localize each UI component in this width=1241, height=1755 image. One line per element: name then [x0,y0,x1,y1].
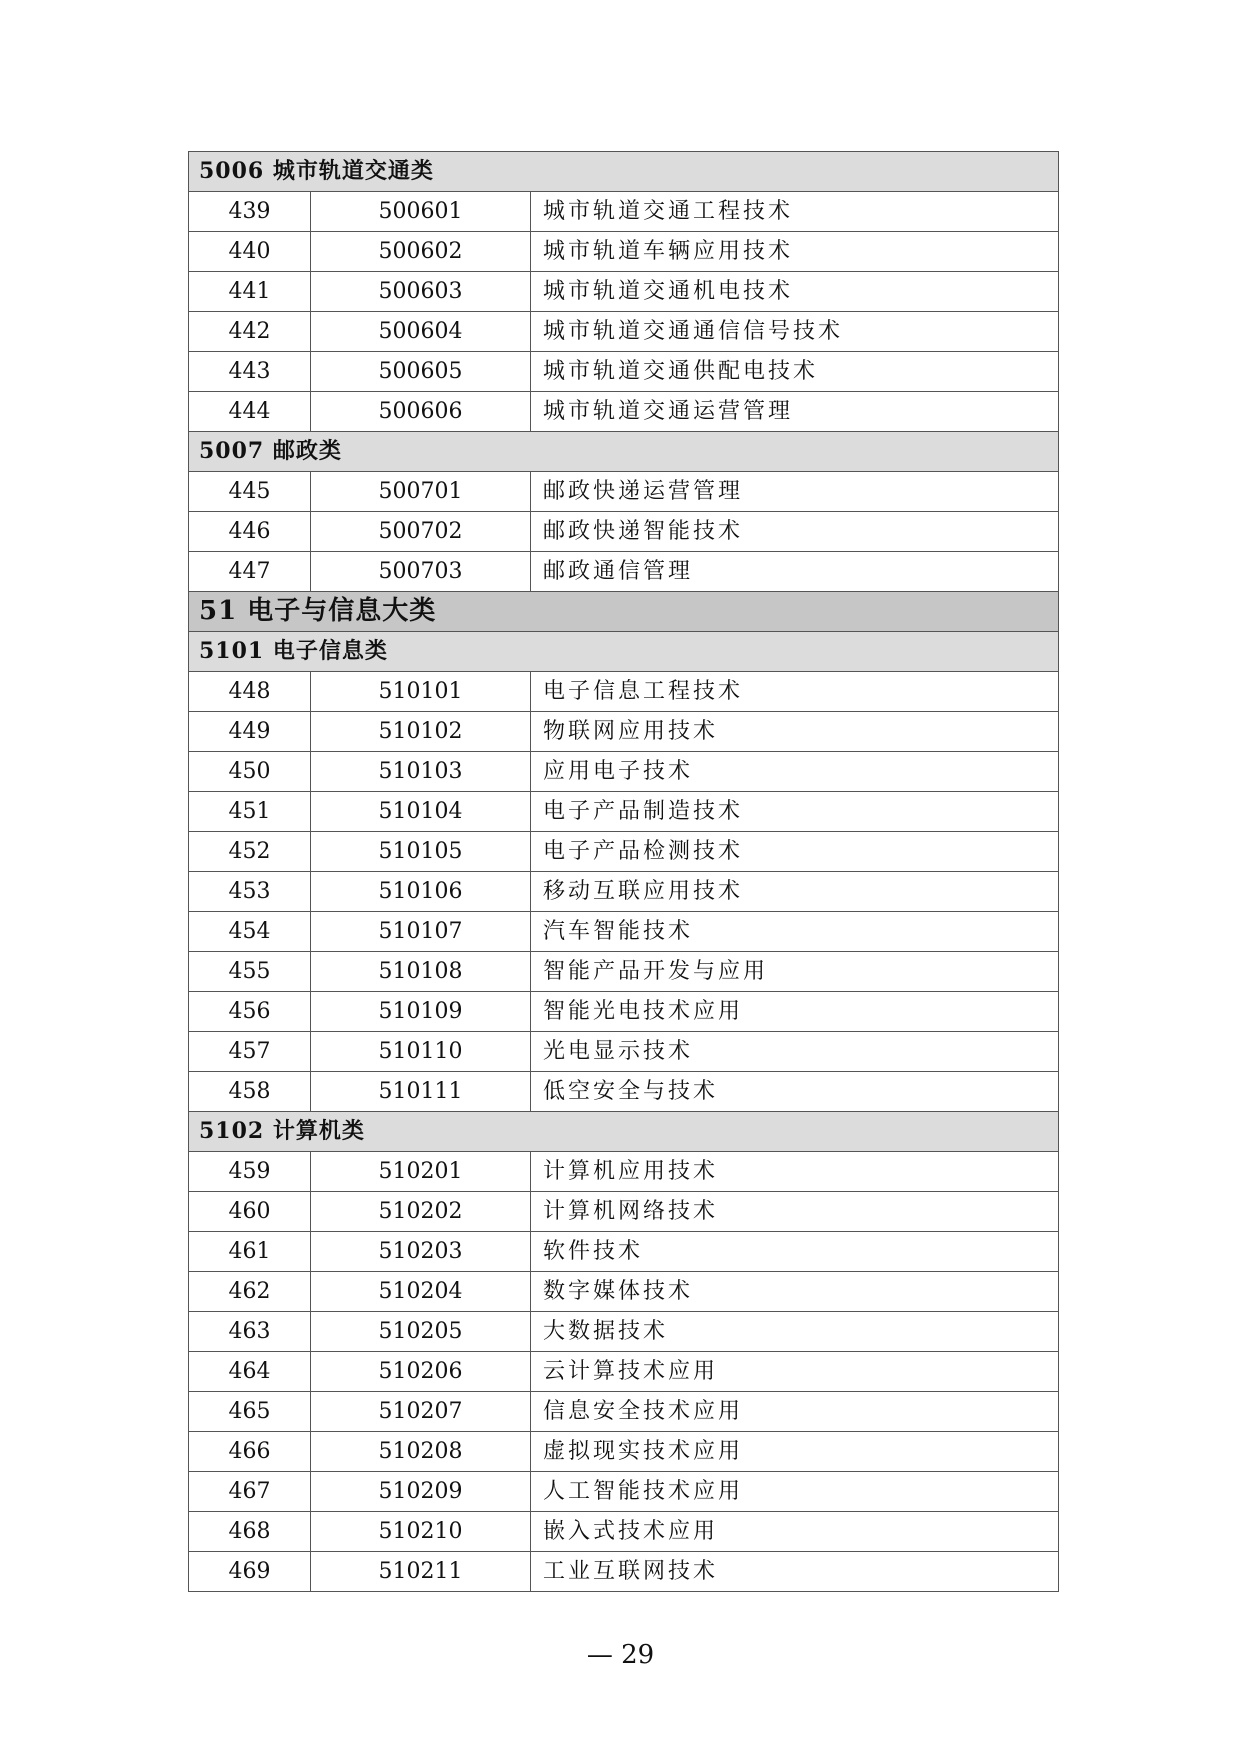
category-label: 5007 邮政类 [189,432,1059,472]
table-row [189,1032,1059,1072]
table-row [189,472,1059,512]
major-name-cell: 云计算技术应用 [531,1352,1059,1392]
major-code-cell: 510109 [311,992,531,1032]
table-row [189,352,1059,392]
serial-number-cell: 461 [189,1232,311,1272]
table-row [189,872,1059,912]
table-row [189,1152,1059,1192]
major-name-cell: 邮政快递运营管理 [531,472,1059,512]
category-row [189,632,1059,672]
category-label: 51 电子与信息大类 [189,592,1059,632]
major-name-cell: 城市轨道交通供配电技术 [531,352,1059,392]
major-table-body [189,152,1059,1592]
serial-number-cell: 446 [189,512,311,552]
serial-number-cell: 458 [189,1072,311,1112]
table-row [189,552,1059,592]
major-name-cell: 大数据技术 [531,1312,1059,1352]
category-label: 5102 计算机类 [189,1112,1059,1152]
serial-number-cell: 466 [189,1432,311,1472]
major-code-cell: 510208 [311,1432,531,1472]
major-code-cell: 500606 [311,392,531,432]
table-row [189,1072,1059,1112]
table-row [189,512,1059,552]
major-code-cell: 510104 [311,792,531,832]
major-name-cell: 人工智能技术应用 [531,1472,1059,1512]
major-name-cell: 数字媒体技术 [531,1272,1059,1312]
serial-number-cell: 456 [189,992,311,1032]
table-row [189,1432,1059,1472]
major-code-cell: 510111 [311,1072,531,1112]
table-row [189,1232,1059,1272]
major-name-cell: 电子产品检测技术 [531,832,1059,872]
major-code-cell: 500602 [311,232,531,272]
major-name-cell: 计算机应用技术 [531,1152,1059,1192]
major-name-cell: 嵌入式技术应用 [531,1512,1059,1552]
serial-number-cell: 441 [189,272,311,312]
major-code-cell: 510203 [311,1232,531,1272]
major-code-cell: 510211 [311,1552,531,1592]
major-code-cell: 500603 [311,272,531,312]
serial-number-cell: 469 [189,1552,311,1592]
major-name-cell: 邮政通信管理 [531,552,1059,592]
serial-number-cell: 447 [189,552,311,592]
major-code-cell: 510102 [311,712,531,752]
serial-number-cell: 459 [189,1152,311,1192]
major-code-cell: 500702 [311,512,531,552]
page-number: — 29 [586,1640,655,1670]
table-row [189,952,1059,992]
serial-number-cell: 455 [189,952,311,992]
category-row [189,432,1059,472]
major-table [188,151,1059,1592]
category-row [189,1112,1059,1152]
serial-number-cell: 452 [189,832,311,872]
major-name-cell: 计算机网络技术 [531,1192,1059,1232]
major-name-cell: 光电显示技术 [531,1032,1059,1072]
major-code-cell: 510101 [311,672,531,712]
major-name-cell: 智能产品开发与应用 [531,952,1059,992]
major-code-cell: 510106 [311,872,531,912]
major-code-cell: 510209 [311,1472,531,1512]
major-name-cell: 工业互联网技术 [531,1552,1059,1592]
major-name-cell: 虚拟现实技术应用 [531,1432,1059,1472]
table-row [189,712,1059,752]
major-code-cell: 500701 [311,472,531,512]
major-name-cell: 汽车智能技术 [531,912,1059,952]
table-row [189,1312,1059,1352]
major-code-cell: 510103 [311,752,531,792]
major-name-cell: 移动互联应用技术 [531,872,1059,912]
serial-number-cell: 442 [189,312,311,352]
major-code-cell: 500601 [311,192,531,232]
major-code-cell: 510206 [311,1352,531,1392]
table-row [189,992,1059,1032]
major-code-cell: 500703 [311,552,531,592]
major-name-cell: 电子产品制造技术 [531,792,1059,832]
major-name-cell: 软件技术 [531,1232,1059,1272]
table-row [189,1272,1059,1312]
serial-number-cell: 460 [189,1192,311,1232]
major-name-cell: 城市轨道交通运营管理 [531,392,1059,432]
major-name-cell: 智能光电技术应用 [531,992,1059,1032]
major-category-row [189,592,1059,632]
table-row [189,232,1059,272]
table-row [189,832,1059,872]
table-row [189,272,1059,312]
serial-number-cell: 449 [189,712,311,752]
major-name-cell: 邮政快递智能技术 [531,512,1059,552]
major-code-cell: 510205 [311,1312,531,1352]
major-code-cell: 510204 [311,1272,531,1312]
major-name-cell: 信息安全技术应用 [531,1392,1059,1432]
serial-number-cell: 451 [189,792,311,832]
table-row [189,1192,1059,1232]
table-row [189,792,1059,832]
category-label: 5006 城市轨道交通类 [189,152,1059,192]
serial-number-cell: 465 [189,1392,311,1432]
table-row [189,312,1059,352]
major-code-cell: 510210 [311,1512,531,1552]
table-row [189,1512,1059,1552]
table-row [189,1552,1059,1592]
serial-number-cell: 443 [189,352,311,392]
category-label: 5101 电子信息类 [189,632,1059,672]
major-name-cell: 应用电子技术 [531,752,1059,792]
table-row [189,752,1059,792]
table-row [189,1472,1059,1512]
table-row [189,912,1059,952]
major-code-cell: 510202 [311,1192,531,1232]
serial-number-cell: 439 [189,192,311,232]
major-code-cell: 500604 [311,312,531,352]
category-row [189,152,1059,192]
serial-number-cell: 462 [189,1272,311,1312]
major-code-cell: 510201 [311,1152,531,1192]
serial-number-cell: 457 [189,1032,311,1072]
serial-number-cell: 463 [189,1312,311,1352]
serial-number-cell: 445 [189,472,311,512]
major-name-cell: 城市轨道车辆应用技术 [531,232,1059,272]
serial-number-cell: 468 [189,1512,311,1552]
major-code-cell: 510105 [311,832,531,872]
major-code-cell: 500605 [311,352,531,392]
major-code-cell: 510108 [311,952,531,992]
major-code-cell: 510107 [311,912,531,952]
serial-number-cell: 453 [189,872,311,912]
serial-number-cell: 448 [189,672,311,712]
table-row [189,192,1059,232]
serial-number-cell: 440 [189,232,311,272]
major-name-cell: 城市轨道交通机电技术 [531,272,1059,312]
serial-number-cell: 454 [189,912,311,952]
table-row [189,1392,1059,1432]
table-row [189,1352,1059,1392]
major-table-container [188,151,1058,1592]
serial-number-cell: 444 [189,392,311,432]
serial-number-cell: 464 [189,1352,311,1392]
major-name-cell: 电子信息工程技术 [531,672,1059,712]
serial-number-cell: 467 [189,1472,311,1512]
major-name-cell: 城市轨道交通通信信号技术 [531,312,1059,352]
serial-number-cell: 450 [189,752,311,792]
table-row [189,672,1059,712]
major-name-cell: 低空安全与技术 [531,1072,1059,1112]
major-name-cell: 物联网应用技术 [531,712,1059,752]
table-row [189,392,1059,432]
major-code-cell: 510110 [311,1032,531,1072]
major-name-cell: 城市轨道交通工程技术 [531,192,1059,232]
major-code-cell: 510207 [311,1392,531,1432]
